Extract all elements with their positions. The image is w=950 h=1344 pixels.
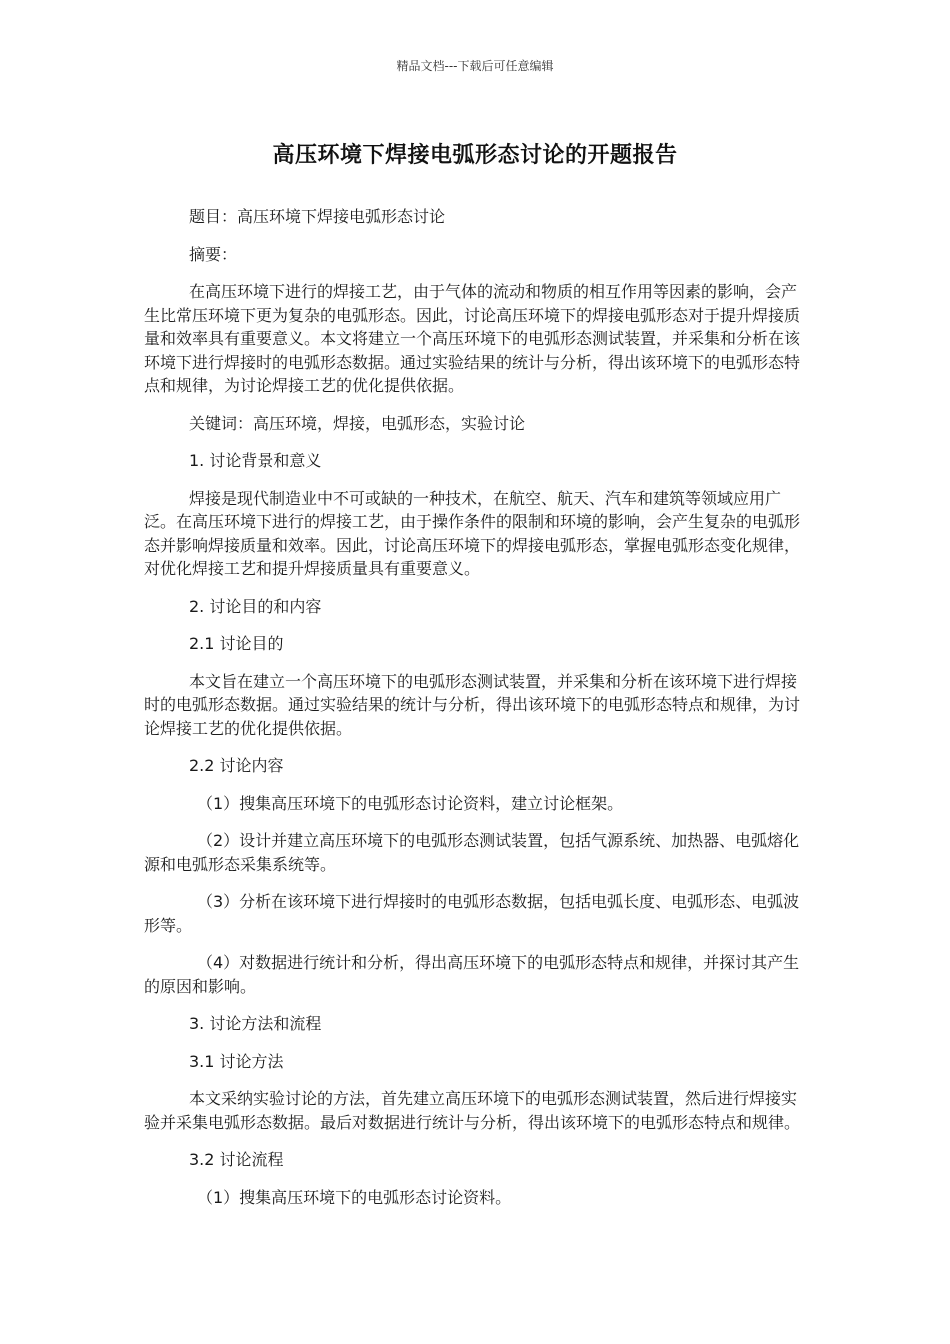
- section-3-2-heading: 3.2 讨论流程: [189, 1150, 284, 1169]
- topic-line: 题目：高压环境下焊接电弧形态讨论: [189, 207, 446, 226]
- section-3-heading: 3. 讨论方法和流程: [189, 1014, 322, 1033]
- abstract-paragraph: 在高压环境下进行的焊接工艺，由于气体的流动和物质的相互作用等因素的影响，会产生比常压环境下更为复杂的电弧形态。因此，讨论高压环境下的焊接电弧形态对于提升焊接质量和效率具有重要意义。本文将建立一个高压环境下的电弧形态测试装置，并采集和分析在该环境下进行焊接时的电弧形态数据。通过实验结果的统计与分析，得出该环境下的电弧形态特点和规律，为讨论焊接工艺的优化提供依据。: [144, 282, 801, 395]
- document-body: [144, 205, 808, 1223]
- document-title: 高压环境下焊接电弧形态讨论的开题报告: [272, 143, 678, 168]
- header-note: 精品文档---下载后可任意编辑: [396, 59, 554, 73]
- section-2-heading: 2. 讨论目的和内容: [189, 596, 322, 616]
- section-2-2-item-2: （2）设计并建立高压环境下的电弧形态测试装置，包括气源系统、加热器、电弧熔化源和电弧形态采集系统等。: [144, 831, 800, 874]
- section-2-2-item-1: （1）搜集高压环境下的电弧形态讨论资料，建立讨论框架。: [197, 793, 624, 813]
- section-2-2-item-4: （4）对数据进行统计和分析，得出高压环境下的电弧形态特点和规律，并探讨其产生的原因和影响。: [144, 953, 800, 996]
- section-2-1-paragraph: 本文旨在建立一个高压环境下的电弧形态测试装置，并采集和分析在该环境下进行焊接时的电弧形态数据。通过实验结果的统计与分析，得出该环境下的电弧形态特点和规律，为讨论焊接工艺的优化提供依据。: [144, 671, 801, 738]
- keywords-line: 关键词：高压环境，焊接，电弧形态，实验讨论: [189, 413, 526, 433]
- section-3-1-heading: 3.1 讨论方法: [189, 1051, 284, 1071]
- section-1-paragraph: 焊接是现代制造业中不可或缺的一种技术，在航空、航天、汽车和建筑等领域应用广泛。在高压环境下进行的焊接工艺，由于操作条件的限制和环境的影响，会产生复杂的电弧形态并影响焊接质量和效率。因此，讨论高压环境下的焊接电弧形态，掌握电弧形态变化规律，对优化焊接工艺和提升焊接质量具有重要意义。: [144, 488, 801, 578]
- section-3-1-paragraph: 本文采纳实验讨论的方法，首先建立高压环境下的电弧形态测试装置，然后进行焊接实验并采集电弧形态数据。最后对数据进行统计与分析，得出该环境下的电弧形态特点和规律。: [144, 1089, 801, 1132]
- section-3-2-item-1: （1）搜集高压环境下的电弧形态讨论资料。: [197, 1187, 512, 1207]
- abstract-label: 摘要：: [189, 244, 238, 264]
- section-2-2-item-3: （3）分析在该环境下进行焊接时的电弧形态数据，包括电弧长度、电弧形态、电弧波形等。: [144, 892, 800, 935]
- section-1-heading: 1. 讨论背景和意义: [189, 451, 322, 470]
- section-2-2-heading: 2.2 讨论内容: [189, 756, 284, 775]
- section-2-1-heading: 2.1 讨论目的: [189, 634, 284, 653]
